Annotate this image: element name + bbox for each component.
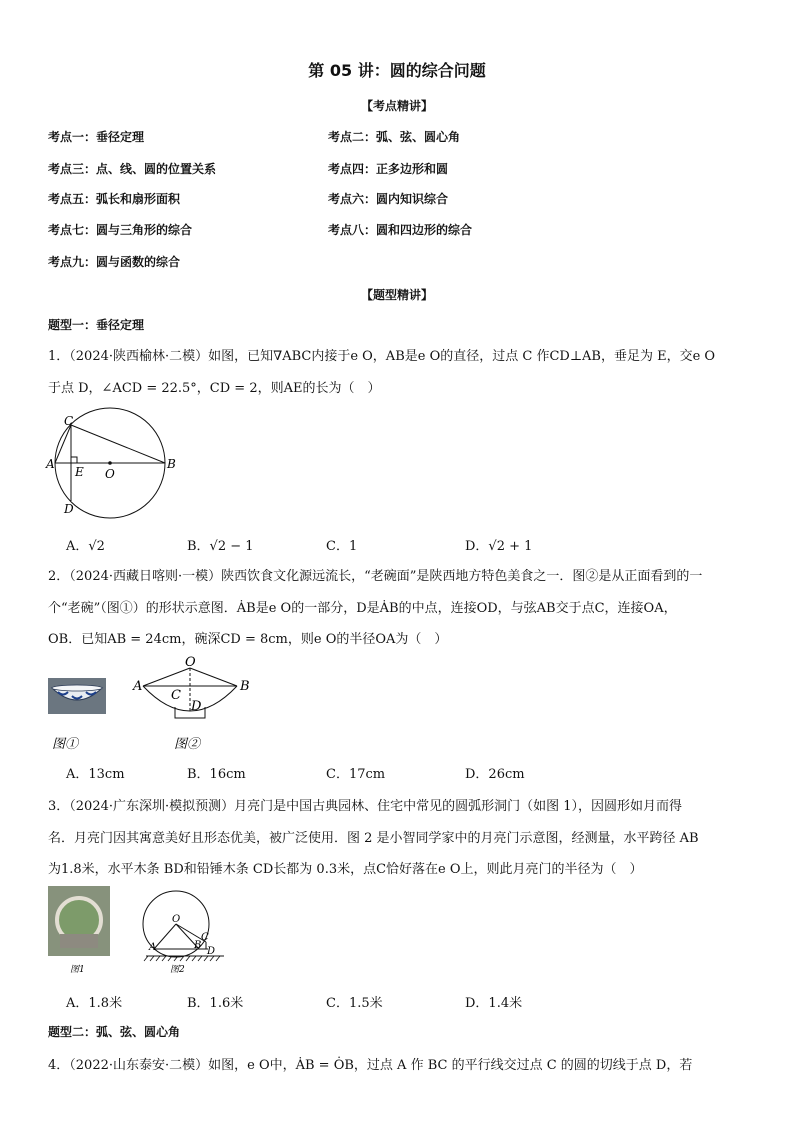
section-heading: 题型二：弧、弦、圆心角 [48, 1025, 181, 1039]
label-D: D [191, 699, 202, 714]
label-A: A [149, 942, 157, 953]
question-text: OB．已知AB = 24cm，碗深CD = 8cm，则e O的半径OA为（ ） [48, 632, 448, 647]
q1-figure [44, 405, 194, 520]
section-heading: 题型一：垂径定理 [48, 318, 145, 332]
label-O: O [105, 467, 115, 481]
tixing-header: 【题型精讲】 [360, 288, 433, 302]
option[interactable]: C．17cm [326, 767, 386, 782]
question-text: 1．（2024·陕西榆林·二模）如图，已知∇ABC内接于e O，AB是e O的直径，过点 C 作CD⊥AB，垂足为 E，交e O [48, 349, 716, 364]
option[interactable]: A．1.8米 [66, 996, 123, 1011]
kaodian-header: 【考点精讲】 [360, 99, 433, 113]
option[interactable]: C．1.5米 [326, 996, 383, 1011]
question-text: 个“老碗”（图①）的形状示意图．ȦB是e O的一部分，D是ȦB的中点，连接OD，与弦AB交于点C，连接OA， [48, 601, 677, 616]
label-A: A [133, 679, 143, 694]
option[interactable]: B．1.6米 [187, 996, 244, 1011]
label-B: B [240, 679, 250, 694]
option[interactable]: D．26cm [465, 767, 525, 782]
q2-figures [46, 652, 256, 754]
label-B: B [194, 940, 202, 951]
label-O: O [172, 914, 181, 925]
caption-fig2: 图② [174, 737, 201, 752]
option[interactable]: A．√2 [66, 539, 105, 554]
option[interactable]: A．13cm [66, 767, 125, 782]
question-text: 于点 D，∠ACD = 22.5°，CD = 2，则AE的长为（ ） [48, 381, 381, 396]
kaodian-item: 考点九：圆与函数的综合 [48, 255, 181, 269]
label-C: C [64, 414, 74, 428]
option[interactable]: B．√2 − 1 [187, 539, 254, 554]
kaodian-item: 考点一：垂径定理 [48, 130, 145, 144]
q3-figures [46, 884, 236, 976]
kaodian-item: 考点六：圆内知识综合 [328, 192, 449, 206]
caption-fig1: 图1 [70, 965, 85, 975]
label-D: D [64, 502, 74, 516]
question-text: 4．（2022·山东泰安·二模）如图，e O中，ȦB = ȮB，过点 A 作 BC 的平行线交过点 C 的圆的切线于点 D，若 [48, 1058, 693, 1073]
question-text: 为1.8米，水平木条 BD和铅锤木条 CD长都为 0.3米，点C恰好落在e O上，则此月亮门的半径为（ ） [48, 862, 643, 877]
label-D: D [207, 946, 216, 957]
option[interactable]: B．16cm [187, 767, 246, 782]
kaodian-item: 考点八：圆和四边形的综合 [328, 223, 473, 237]
kaodian-item: 考点二：弧、弦、圆心角 [328, 130, 461, 144]
option[interactable]: D．1.4米 [465, 996, 523, 1011]
kaodian-item: 考点四：正多边形和圆 [328, 162, 449, 176]
kaodian-item: 考点五：弧长和扇形面积 [48, 192, 181, 206]
page-title: 第 05 讲：圆的综合问题 [308, 61, 486, 80]
question-text: 3．（2024·广东深圳·模拟预测）月亮门是中国古典园林、住宅中常见的圆弧形洞门（如图 1），因圆形如月而得 [48, 799, 683, 814]
question-text: 2．（2024·西藏日喀则·一模）陕西饮食文化源远流长，“老碗面”是陕西地方特色美食之一．图②是从正面看到的一 [48, 569, 703, 584]
label-C: C [201, 932, 209, 943]
label-C: C [171, 688, 181, 703]
label-B: B [167, 457, 176, 471]
caption-fig2: 图2 [170, 965, 185, 975]
caption-fig1: 图① [52, 737, 79, 752]
option[interactable]: C．1 [326, 539, 358, 554]
option[interactable]: D．√2 + 1 [465, 539, 533, 554]
label-A: A [46, 457, 55, 471]
question-text: 名．月亮门因其寓意美好且形态优美，被广泛使用．图 2 是小智同学家中的月亮门示意图，经测量，水平跨径 AB [48, 831, 699, 846]
kaodian-item: 考点三：点、线、圆的位置关系 [48, 162, 217, 176]
kaodian-item: 考点七：圆与三角形的综合 [48, 223, 193, 237]
label-O: O [185, 655, 196, 670]
label-E: E [75, 465, 84, 479]
